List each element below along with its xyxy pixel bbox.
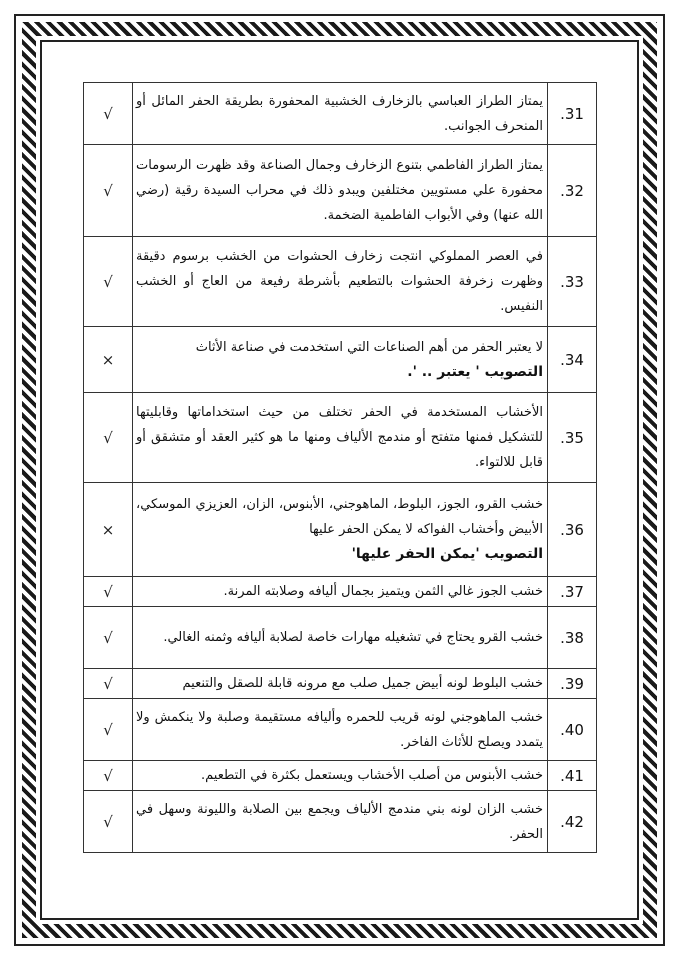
question-number: 42. — [548, 791, 597, 853]
table-row — [84, 327, 597, 393]
question-text: خشب البلوط لونه أبيض جميل صلب مع مرونه قابلة للصقل والتنعيم — [133, 669, 548, 699]
question-number: 41. — [548, 761, 597, 791]
question-number: 31. — [548, 83, 597, 145]
table-row — [84, 393, 597, 483]
table-row — [84, 83, 597, 145]
answer-mark: √ — [84, 607, 133, 669]
table-row — [84, 577, 597, 607]
table-row — [84, 669, 597, 699]
question-number: 35. — [548, 393, 597, 483]
answer-mark: √ — [84, 791, 133, 853]
answer-mark: √ — [84, 761, 133, 791]
question-text: خشب الجوز غالي الثمن ويتميز بجمال أليافه وصلابته المرنة. — [133, 577, 548, 607]
answer-mark: √ — [84, 145, 133, 237]
answer-mark: × — [84, 483, 133, 577]
correction-text: التصويب ' يعتبر .. '. — [407, 363, 543, 380]
question-number: 40. — [548, 699, 597, 761]
question-text: خشب القرو يحتاج في تشغيله مهارات خاصة لصلابة أليافه وثمنه الغالي. — [133, 607, 548, 669]
question-number: 33. — [548, 237, 597, 327]
table-row — [84, 483, 597, 577]
question-text: لا يعتبر الحفر من أهم الصناعات التي استخدمت في صناعة الأثاث — [195, 339, 543, 355]
question-text: الأخشاب المستخدمة في الحفر تختلف من حيث استخداماتها وقابليتها للتشكيل فمنها متفتح أو مندمج الألياف ومنها ما هو كثير العقد أو متشقق أو قابل للالتواء. — [133, 393, 548, 483]
question-number: 38. — [548, 607, 597, 669]
question-text: يمتاز الطراز الفاطمي بتنوع الزخارف وجمال الصناعة وقد ظهرت الرسومات محفورة علي مستويين مختلفين ويبدو ذلك في محراب السيدة رقية (رضي الله عنها) وفي الأبواب الفاطمية الضخمة. — [133, 145, 548, 237]
table-row — [84, 699, 597, 761]
question-cell — [133, 483, 548, 577]
answer-mark: √ — [84, 669, 133, 699]
question-number: 36. — [548, 483, 597, 577]
question-text: في العصر المملوكي انتجت زخارف الحشوات من الخشب برسوم دقيقة وظهرت زخرفة الحشوات بالتطعيم بأشرطة رفيعة من العاج أو الخشب النفيس. — [133, 237, 548, 327]
question-number: 34. — [548, 327, 597, 393]
question-cell — [133, 327, 548, 393]
question-number: 39. — [548, 669, 597, 699]
table-row — [84, 145, 597, 237]
table-row — [84, 237, 597, 327]
answer-mark: √ — [84, 393, 133, 483]
question-text: يمتاز الطراز العباسي بالزخارف الخشبية المحفورة بطريقة الحفر المائل أو المنحرف الجوانب. — [133, 83, 548, 145]
question-text: خشب الماهوجني لونه قريب للحمره وأليافه مستقيمة وصلبة ولا ينكمش ولا يتمدد ويصلح للأثاث الفاخر. — [133, 699, 548, 761]
table-row — [84, 761, 597, 791]
question-number: 37. — [548, 577, 597, 607]
true-false-table — [83, 82, 597, 853]
table-row — [84, 791, 597, 853]
table-row — [84, 607, 597, 669]
question-text: خشب القرو، الجوز، البلوط، الماهوجني، الأبنوس، الزان، العزيزي الموسكي، الأبيض وأخشاب الفواكه لا يمكن الحفر عليها — [136, 497, 543, 537]
answer-mark: √ — [84, 699, 133, 761]
answer-mark: √ — [84, 237, 133, 327]
question-text: خشب الزان لونه بني مندمج الألياف ويجمع بين الصلابة والليونة وسهل في الحفر. — [133, 791, 548, 853]
question-text: خشب الأبنوس من أصلب الأخشاب ويستعمل بكثرة في التطعيم. — [133, 761, 548, 791]
correction-text: التصويب 'يمكن الحفر عليها' — [351, 546, 543, 562]
answer-mark: √ — [84, 577, 133, 607]
question-number: 32. — [548, 145, 597, 237]
answer-mark: × — [84, 327, 133, 393]
answer-mark: √ — [84, 83, 133, 145]
